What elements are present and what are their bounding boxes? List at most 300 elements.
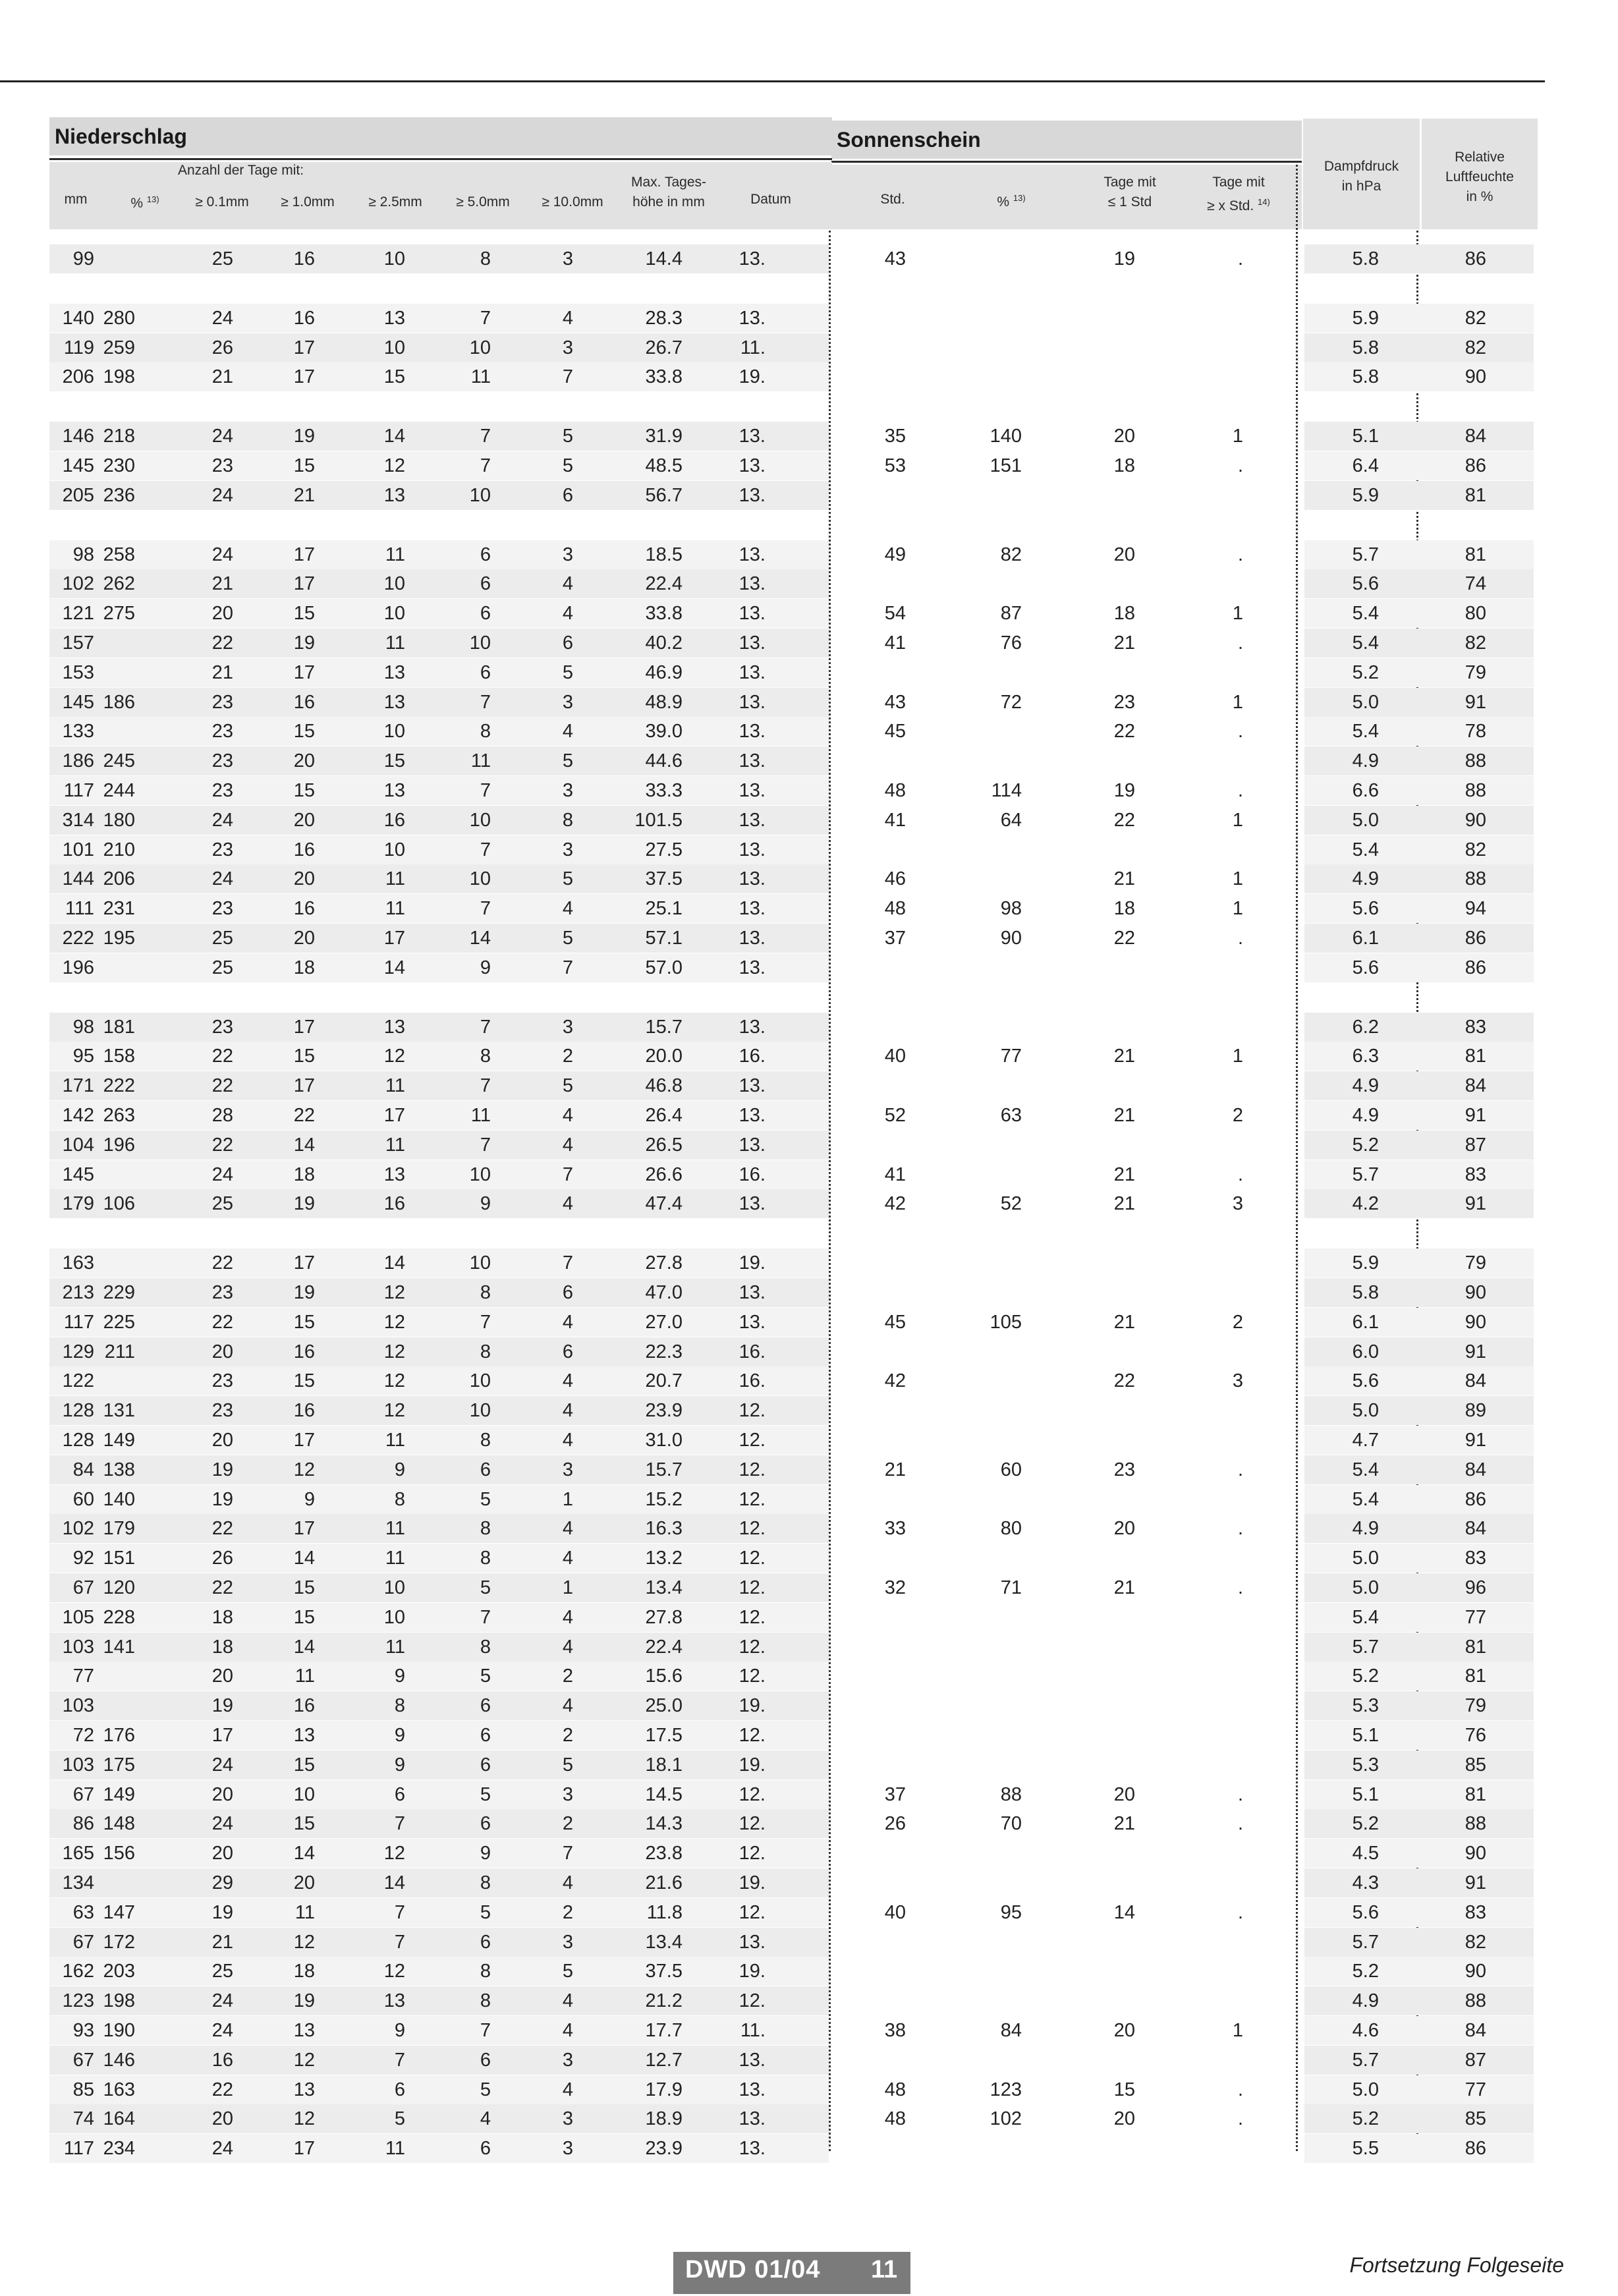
cell-ge25: 10 — [383, 1577, 405, 1598]
cell-max: 31.9 — [645, 426, 683, 447]
cell-tage_gex: . — [1237, 780, 1243, 801]
cell-ge100: 4 — [562, 1193, 573, 1214]
cell-ge50: 6 — [480, 1754, 491, 1776]
cell-pct: 275 — [103, 603, 135, 624]
cell-max: 20.0 — [645, 1046, 683, 1067]
cell-ge100: 5 — [562, 1961, 573, 1982]
cell-sun_pct: 76 — [1000, 632, 1022, 654]
cell-rel: 91 — [1465, 1193, 1486, 1214]
cell-dampf: 6.6 — [1352, 780, 1379, 801]
cell-rel: 85 — [1465, 2108, 1486, 2129]
cell-datum: 13. — [739, 780, 766, 801]
cell-ge25: 10 — [383, 337, 405, 358]
cell-ge100: 2 — [562, 1725, 573, 1746]
cell-dampf: 5.2 — [1352, 2108, 1379, 2129]
cell-ge100: 5 — [562, 750, 573, 771]
cell-dampf: 5.6 — [1352, 898, 1379, 919]
cell-max: 48.9 — [645, 692, 683, 713]
cell-tage_le1: 21 — [1113, 1193, 1135, 1214]
cell-rel: 90 — [1465, 366, 1486, 387]
col-mm-header: mm — [64, 192, 88, 207]
cell-sun_pct: 105 — [990, 1312, 1022, 1333]
table-row — [0, 1662, 1581, 1691]
cell-std: 40 — [884, 1902, 906, 1923]
cell-ge10: 17 — [293, 573, 315, 594]
cell-std: 41 — [884, 1164, 906, 1185]
col-ge25-header: ≥ 2.5mm — [368, 194, 422, 210]
table-row — [0, 1750, 1581, 1779]
cell-ge10: 16 — [293, 898, 315, 919]
cell-ge100: 7 — [562, 1164, 573, 1185]
cell-sun_pct: 60 — [1000, 1459, 1022, 1480]
table-row — [0, 1189, 1581, 1218]
table-row — [0, 244, 1581, 273]
cell-dampf: 5.0 — [1352, 1400, 1379, 1421]
cell-datum: 13. — [739, 1312, 766, 1333]
cell-tage_gex: 2 — [1232, 1312, 1243, 1333]
cell-ge100: 2 — [562, 1813, 573, 1834]
cell-pct: 140 — [103, 1489, 135, 1510]
cell-dampf: 5.7 — [1352, 2050, 1379, 2071]
cell-rel: 85 — [1465, 1754, 1486, 1776]
table-row — [0, 1603, 1581, 1632]
cell-ge01: 19 — [211, 1695, 233, 1716]
cell-ge01: 20 — [211, 603, 233, 624]
cell-ge01: 20 — [211, 1843, 233, 1864]
cell-rel: 82 — [1465, 308, 1486, 329]
cell-ge50: 5 — [480, 1902, 491, 1923]
cell-max: 47.4 — [645, 1193, 683, 1214]
cell-pct: 218 — [103, 426, 135, 447]
cell-mm: 157 — [62, 632, 94, 654]
cell-max: 26.4 — [645, 1105, 683, 1126]
cell-datum: 13. — [739, 2108, 766, 2129]
cell-ge01: 22 — [211, 1134, 233, 1156]
cell-rel: 90 — [1465, 1961, 1486, 1982]
cell-pct: 259 — [103, 337, 135, 358]
cell-ge100: 4 — [562, 2020, 573, 2041]
cell-datum: 16. — [739, 1046, 766, 1067]
cell-ge01: 20 — [211, 1666, 233, 1687]
cell-ge10: 17 — [293, 1430, 315, 1451]
cell-datum: 13. — [739, 248, 766, 269]
cell-ge10: 13 — [293, 1725, 315, 1746]
table-row — [0, 2016, 1581, 2045]
cell-pct: 106 — [103, 1193, 135, 1214]
cell-mm: 67 — [72, 1932, 94, 1953]
cell-datum: 13. — [739, 485, 766, 506]
cell-mm: 104 — [62, 1134, 94, 1156]
cell-max: 13.2 — [645, 1548, 683, 1569]
cell-pct: 158 — [103, 1046, 135, 1067]
cell-pct: 120 — [103, 1577, 135, 1598]
cell-tage_gex: 1 — [1232, 868, 1243, 889]
cell-ge50: 7 — [480, 1607, 491, 1628]
cell-mm: 145 — [62, 692, 94, 713]
table-row — [0, 1042, 1581, 1071]
cell-ge100: 1 — [562, 1489, 573, 1510]
cell-max: 101.5 — [634, 810, 683, 831]
cell-tage_gex: 1 — [1232, 1046, 1243, 1067]
cell-rel: 86 — [1465, 248, 1486, 269]
cell-ge100: 6 — [562, 1282, 573, 1303]
cell-ge01: 21 — [211, 662, 233, 683]
cell-dampf: 4.9 — [1352, 1518, 1379, 1539]
cell-max: 15.7 — [645, 1459, 683, 1480]
col-max-tages-header: Max. Tages- — [631, 175, 706, 190]
cell-ge10: 15 — [293, 1312, 315, 1333]
sonnenschein-heading: Sonnenschein — [831, 121, 1302, 159]
cell-rel: 84 — [1465, 2020, 1486, 2041]
cell-max: 17.9 — [645, 2079, 683, 2100]
cell-max: 21.6 — [645, 1872, 683, 1893]
cell-mm: 105 — [62, 1607, 94, 1628]
cell-ge50: 6 — [480, 2138, 491, 2159]
cell-mm: 140 — [62, 308, 94, 329]
cell-ge25: 13 — [383, 1990, 405, 2011]
cell-sun_pct: 88 — [1000, 1784, 1022, 1805]
cell-sun_pct: 80 — [1000, 1518, 1022, 1539]
cell-ge10: 22 — [293, 1105, 315, 1126]
table-row — [0, 746, 1581, 775]
cell-pct: 195 — [103, 928, 135, 949]
cell-ge50: 7 — [480, 692, 491, 713]
table-row — [0, 953, 1581, 982]
cell-ge50: 10 — [469, 632, 491, 654]
cell-tage_gex: 1 — [1232, 2020, 1243, 2041]
cell-ge100: 3 — [562, 839, 573, 860]
cell-tage_le1: 21 — [1113, 1046, 1135, 1067]
cell-std: 46 — [884, 868, 906, 889]
cell-ge100: 3 — [562, 337, 573, 358]
cell-ge10: 17 — [293, 1518, 315, 1539]
cell-mm: 99 — [72, 248, 94, 269]
cell-pct: 138 — [103, 1459, 135, 1480]
cell-max: 46.8 — [645, 1075, 683, 1096]
cell-max: 48.5 — [645, 455, 683, 476]
cell-ge01: 21 — [211, 573, 233, 594]
cell-dampf: 6.3 — [1352, 1046, 1379, 1067]
cell-datum: 12. — [739, 1637, 766, 1658]
table-row — [0, 1396, 1581, 1425]
cell-tage_le1: 18 — [1113, 603, 1135, 624]
cell-ge01: 20 — [211, 1341, 233, 1362]
cell-ge01: 22 — [211, 1252, 233, 1274]
cell-dampf: 5.8 — [1352, 248, 1379, 269]
cell-ge100: 3 — [562, 780, 573, 801]
cell-mm: 60 — [72, 1489, 94, 1510]
cell-rel: 77 — [1465, 2079, 1486, 2100]
cell-ge50: 7 — [480, 898, 491, 919]
cell-max: 33.8 — [645, 603, 683, 624]
cell-ge25: 17 — [383, 1105, 405, 1126]
cell-rel: 81 — [1465, 1046, 1486, 1067]
cell-pct: 151 — [103, 1548, 135, 1569]
cell-datum: 12. — [739, 1518, 766, 1539]
cell-max: 18.1 — [645, 1754, 683, 1776]
cell-dampf: 5.6 — [1352, 573, 1379, 594]
cell-tage_gex: 1 — [1232, 898, 1243, 919]
cell-ge01: 22 — [211, 632, 233, 654]
cell-ge100: 3 — [562, 2138, 573, 2159]
cell-pct: 190 — [103, 2020, 135, 2041]
cell-dampf: 5.0 — [1352, 1548, 1379, 1569]
table-row — [0, 481, 1581, 510]
cell-ge10: 12 — [293, 2050, 315, 2071]
cell-ge10: 15 — [293, 1046, 315, 1067]
cell-ge25: 8 — [394, 1489, 405, 1510]
cell-max: 25.1 — [645, 898, 683, 919]
cell-tage_le1: 22 — [1113, 1370, 1135, 1391]
cell-ge50: 8 — [480, 1872, 491, 1893]
table-row — [0, 1839, 1581, 1868]
cell-mm: 102 — [62, 573, 94, 594]
cell-ge01: 22 — [211, 1518, 233, 1539]
cell-datum: 19. — [739, 1252, 766, 1274]
cell-ge01: 23 — [211, 898, 233, 919]
col-tage-gex-header: Tage mit — [1212, 175, 1265, 190]
cell-ge01: 24 — [211, 485, 233, 506]
cell-datum: 19. — [739, 1754, 766, 1776]
table-row — [0, 1071, 1581, 1100]
cell-tage_gex: 1 — [1232, 810, 1243, 831]
cell-dampf: 5.8 — [1352, 337, 1379, 358]
cell-ge01: 22 — [211, 2079, 233, 2100]
cell-pct: 131 — [103, 1400, 135, 1421]
cell-dampf: 5.7 — [1352, 544, 1379, 565]
cell-datum: 19. — [739, 1961, 766, 1982]
cell-ge50: 8 — [480, 1282, 491, 1303]
cell-ge10: 18 — [293, 957, 315, 978]
cell-ge10: 12 — [293, 2108, 315, 2129]
col-ge50-header: ≥ 5.0mm — [456, 194, 510, 210]
cell-ge50: 10 — [469, 1400, 491, 1421]
continuation-note: Fortsetzung Folgeseite — [1349, 2253, 1564, 2277]
cell-tage_le1: 22 — [1113, 721, 1135, 742]
cell-ge100: 4 — [562, 1607, 573, 1628]
cell-mm: 63 — [72, 1902, 94, 1923]
cell-tage_gex: . — [1237, 1813, 1243, 1834]
cell-sun_pct: 114 — [991, 780, 1022, 801]
cell-rel: 88 — [1465, 1990, 1486, 2011]
col-ge100-header: ≥ 10.0mm — [542, 194, 603, 210]
cell-std: 32 — [884, 1577, 906, 1598]
cell-pct: 228 — [103, 1607, 135, 1628]
cell-max: 25.0 — [645, 1695, 683, 1716]
cell-ge25: 11 — [385, 1637, 405, 1658]
cell-max: 11.8 — [646, 1902, 683, 1923]
cell-mm: 179 — [62, 1193, 94, 1214]
cell-dampf: 4.2 — [1352, 1193, 1379, 1214]
cell-ge100: 7 — [562, 366, 573, 387]
cell-std: 54 — [884, 603, 906, 624]
cell-rel: 82 — [1465, 337, 1486, 358]
cell-ge50: 7 — [480, 1075, 491, 1096]
cell-rel: 74 — [1465, 573, 1486, 594]
cell-ge100: 2 — [562, 1046, 573, 1067]
table-row — [0, 1868, 1581, 1897]
cell-sun_pct: 87 — [1000, 603, 1022, 624]
cell-rel: 79 — [1465, 662, 1486, 683]
table-row — [0, 688, 1581, 717]
cell-mm: 67 — [72, 2050, 94, 2071]
cell-ge10: 15 — [293, 1370, 315, 1391]
cell-ge10: 14 — [293, 1637, 315, 1658]
cell-ge25: 14 — [383, 1872, 405, 1893]
table-row — [0, 1780, 1581, 1809]
cell-ge50: 6 — [480, 573, 491, 594]
cell-tage_le1: 18 — [1113, 455, 1135, 476]
cell-pct: 244 — [103, 780, 135, 801]
cell-ge50: 8 — [480, 1430, 491, 1451]
cell-ge10: 13 — [293, 2020, 315, 2041]
cell-dampf: 5.6 — [1352, 1902, 1379, 1923]
cell-dampf: 5.7 — [1352, 1637, 1379, 1658]
cell-ge100: 7 — [562, 1843, 573, 1864]
cell-dampf: 4.5 — [1352, 1843, 1379, 1864]
cell-ge25: 16 — [383, 1193, 405, 1214]
cell-datum: 12. — [739, 1577, 766, 1598]
cell-max: 17.7 — [645, 2020, 683, 2041]
cell-ge01: 17 — [211, 1725, 233, 1746]
cell-max: 22.3 — [645, 1341, 683, 1362]
cell-ge10: 16 — [293, 308, 315, 329]
cell-sun_pct: 123 — [990, 2079, 1022, 2100]
col-hoehe-header: höhe in mm — [632, 194, 705, 210]
cell-ge100: 5 — [562, 928, 573, 949]
cell-ge25: 5 — [394, 2108, 405, 2129]
cell-ge01: 24 — [211, 426, 233, 447]
cell-datum: 13. — [739, 1932, 766, 1953]
table-row — [0, 1160, 1581, 1189]
table-row — [0, 1986, 1581, 2015]
cell-dampf: 5.2 — [1352, 1134, 1379, 1156]
cell-datum: 13. — [739, 868, 766, 889]
cell-pct: 262 — [103, 573, 135, 594]
cell-datum: 12. — [739, 1725, 766, 1746]
cell-max: 27.0 — [645, 1312, 683, 1333]
cell-dampf: 5.2 — [1352, 662, 1379, 683]
table-row — [0, 1809, 1581, 1838]
cell-ge01: 19 — [211, 1459, 233, 1480]
cell-mm: 133 — [62, 721, 94, 742]
cell-ge01: 18 — [211, 1607, 233, 1628]
cell-ge25: 9 — [394, 1459, 405, 1480]
cell-pct: 245 — [103, 750, 135, 771]
table-row — [0, 333, 1581, 362]
cell-ge50: 10 — [469, 868, 491, 889]
cell-dampf: 4.9 — [1352, 868, 1379, 889]
cell-ge01: 23 — [211, 1370, 233, 1391]
cell-ge01: 22 — [211, 1046, 233, 1067]
cell-ge01: 23 — [211, 1400, 233, 1421]
cell-ge25: 12 — [383, 1400, 405, 1421]
cell-mm: 222 — [62, 928, 94, 949]
cell-ge10: 16 — [293, 1695, 315, 1716]
cell-tage_gex: . — [1237, 1164, 1243, 1185]
cell-ge10: 11 — [294, 1902, 315, 1923]
cell-ge10: 19 — [293, 1193, 315, 1214]
cell-mm: 128 — [62, 1430, 94, 1451]
table-row — [0, 1131, 1581, 1160]
cell-mm: 171 — [62, 1075, 94, 1096]
cell-ge50: 9 — [480, 1193, 491, 1214]
cell-ge10: 21 — [293, 485, 315, 506]
cell-ge10: 12 — [293, 1932, 315, 1953]
cell-ge100: 4 — [562, 1400, 573, 1421]
cell-sun_pct: 72 — [1000, 692, 1022, 713]
cell-mm: 98 — [72, 1017, 94, 1038]
cell-ge50: 7 — [480, 1312, 491, 1333]
cell-mm: 98 — [72, 544, 94, 565]
cell-ge10: 20 — [293, 810, 315, 831]
cell-ge25: 11 — [385, 1548, 405, 1569]
cell-datum: 16. — [739, 1164, 766, 1185]
cell-datum: 13. — [739, 2138, 766, 2159]
cell-ge100: 3 — [562, 2108, 573, 2129]
cell-datum: 13. — [739, 1134, 766, 1156]
cell-mm: 142 — [62, 1105, 94, 1126]
cell-datum: 13. — [739, 455, 766, 476]
cell-std: 41 — [884, 632, 906, 654]
cell-std: 45 — [884, 1312, 906, 1333]
cell-max: 47.0 — [645, 1282, 683, 1303]
cell-rel: 91 — [1465, 1105, 1486, 1126]
cell-ge10: 20 — [293, 868, 315, 889]
cell-tage_le1: 23 — [1113, 692, 1135, 713]
cell-std: 41 — [884, 810, 906, 831]
cell-dampf: 5.0 — [1352, 2079, 1379, 2100]
cell-ge25: 10 — [383, 721, 405, 742]
cell-max: 23.8 — [645, 1843, 683, 1864]
cell-tage_le1: 21 — [1113, 1312, 1135, 1333]
cell-tage_le1: 18 — [1113, 898, 1135, 919]
cell-mm: 103 — [62, 1637, 94, 1658]
cell-max: 21.2 — [645, 1990, 683, 2011]
cell-max: 23.9 — [645, 1400, 683, 1421]
cell-rel: 83 — [1465, 1164, 1486, 1185]
cell-pct: 280 — [103, 308, 135, 329]
table-row — [0, 1928, 1581, 1957]
cell-ge50: 10 — [469, 1164, 491, 1185]
cell-mm: 128 — [62, 1400, 94, 1421]
cell-ge100: 4 — [562, 1990, 573, 2011]
cell-ge100: 6 — [562, 632, 573, 654]
cell-tage_le1: 15 — [1113, 2079, 1135, 2100]
col-dampf-header-2: in hPa — [1341, 179, 1381, 194]
cell-dampf: 4.9 — [1352, 1990, 1379, 2011]
cell-datum: 13. — [739, 308, 766, 329]
niederschlag-heading: Niederschlag — [49, 117, 832, 155]
cell-sun_pct: 70 — [1000, 1813, 1022, 1834]
cell-tage_gex: . — [1237, 1784, 1243, 1805]
cell-ge10: 14 — [293, 1843, 315, 1864]
cell-dampf: 4.6 — [1352, 2020, 1379, 2041]
cell-rel: 86 — [1465, 928, 1486, 949]
cell-pct: 164 — [103, 2108, 135, 2129]
cell-ge50: 5 — [480, 1577, 491, 1598]
cell-mm: 205 — [62, 485, 94, 506]
cell-datum: 12. — [739, 1813, 766, 1834]
cell-dampf: 6.2 — [1352, 1017, 1379, 1038]
cell-ge25: 14 — [383, 1252, 405, 1274]
cell-ge10: 17 — [293, 2138, 315, 2159]
cell-dampf: 5.3 — [1352, 1695, 1379, 1716]
cell-ge25: 12 — [383, 1046, 405, 1067]
table-row — [0, 599, 1581, 628]
table-row — [0, 422, 1581, 451]
cell-sun_pct: 102 — [990, 2108, 1022, 2129]
